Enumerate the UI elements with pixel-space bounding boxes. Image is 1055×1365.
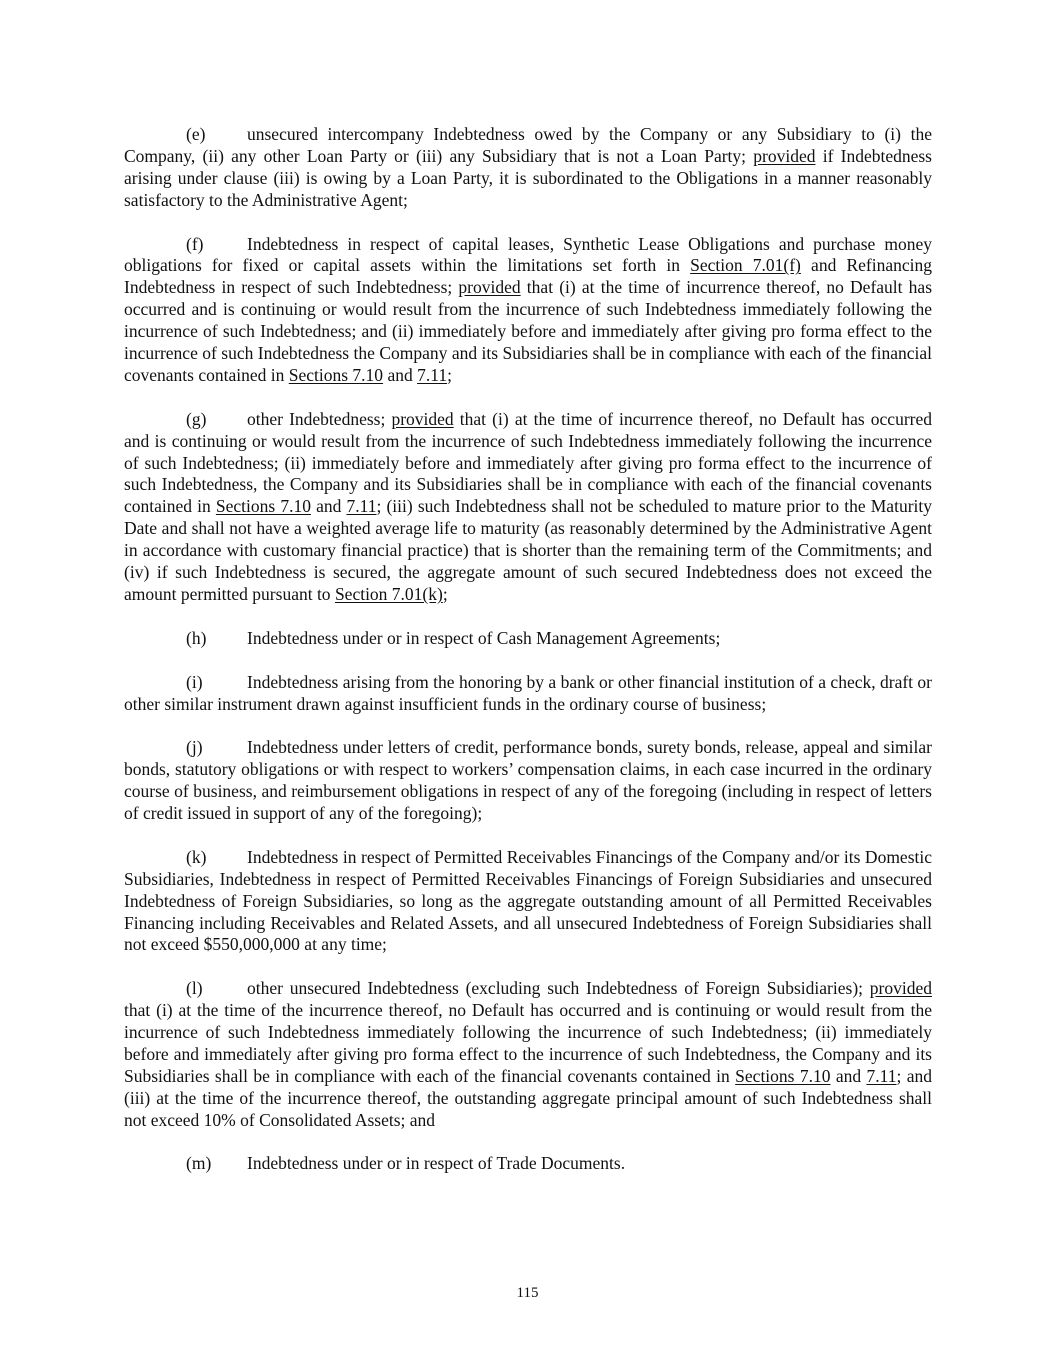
clause-text: and <box>310 496 347 517</box>
underlined-term: Section 7.01(k) <box>334 584 443 604</box>
clause-text: and <box>383 364 418 385</box>
clause-text: Indebtedness arising from the honoring by a bank or other financial institution of a check, draft or other similar instrument drawn against insufficient funds in the ordinary course of business; <box>124 671 932 714</box>
clause-text: ; <box>447 364 452 385</box>
clause-label: (h) <box>186 627 207 648</box>
page-number: 115 <box>516 1285 539 1301</box>
clause-text: ; (iii) such Indebtedness shall not be scheduled to mature prior to the Maturity Date and shall not have a weighted average life to maturity (as reasonably determined by the Administrative Agent in accordance with customary financial practice) that is shorter than the remaining term of the Commitments; and (iv) if such Indebtedness is secured, the aggregate amount of such secured Indebtedness does not exceed the amount permitted pursuant to <box>124 496 932 604</box>
document-body <box>124 124 932 1197</box>
clause-paragraph <box>124 737 932 825</box>
clause-text: ; and (iii) at the time of the incurrence thereof, the outstanding aggregate principal amount of such Indebtedness shall not exceed 10% of Consolidated Assets; and <box>124 1065 932 1130</box>
clause-label: (f) <box>186 233 204 254</box>
underlined-term: Sections 7.10 <box>215 496 311 517</box>
clause-paragraph <box>124 234 932 387</box>
clause-text: Indebtedness in respect of capital leases, Synthetic Lease Obligations and purchase money obligations for fixed or capital assets within the limitations set forth in <box>124 233 932 276</box>
clause-text: Indebtedness in respect of Permitted Receivables Financings of the Company and/or its Domestic Subsidiaries, Indebtedness in respect of Permitted Receivables Financings of Foreign Subsidiaries and unsecured Indebtedness of Foreign Subsidiaries, so long as the aggregate outstanding amount of all Permitted Receivables Financing including Receivables and Related Assets, and all unsecured Indebtedness of Foreign Subsidiaries shall not exceed $550,000,000 at any time; <box>124 846 932 955</box>
underlined-term: 7.11 <box>417 364 448 385</box>
clause-label: (j) <box>186 737 203 758</box>
clause-text: that (i) at the time of incurrence thereof, no Default has occurred and is continuing or would result from the incurrence of such Indebtedness immediately following the incurrence of such Indebtedness; and (ii) immediately before and immediately after giving pro forma effect to the incurrence of such Indebtedness the Company and its Subsidiaries shall be in compliance with each of the financial covenants contained in <box>124 277 933 385</box>
clause-paragraph <box>124 978 932 1131</box>
clause-paragraph <box>124 672 932 716</box>
clause-text: that (i) at the time of the incurrence thereof, no Default has occurred and is continuing or would result from the incurrence of such Indebtedness immediately following the incurrence of such Indebtedness; (ii) immediately before and immediately after giving pro forma effect to the incurrence of such Indebtedness, the Company and its Subsidiaries shall be in compliance with each of the financial covenants contained in <box>124 1000 932 1086</box>
clause-paragraph <box>124 847 932 957</box>
clause-label: (l) <box>186 978 203 999</box>
underlined-term: Sections 7.10 <box>735 1065 831 1086</box>
clause-label: (e) <box>186 124 206 144</box>
clause-text: Indebtedness under letters of credit, performance bonds, surety bonds, release, appeal and similar bonds, statutory obligations or with respect to workers’ compensation claims, in each case incurred in the ordinary course of business, and reimbursement obligations in respect of any of the foregoing (including in respect of letters of credit issued in support of any of the foregoing); <box>124 737 932 824</box>
underlined-term: provided <box>458 277 521 298</box>
clause-text: and Refinancing Indebtedness in respect of such Indebtedness; <box>124 255 933 298</box>
clause-text: and <box>830 1065 867 1086</box>
clause-text: other Indebtedness; <box>247 408 392 429</box>
clause-text: Indebtedness under or in respect of Cash Management Agreements; <box>247 627 721 648</box>
clause-paragraph <box>124 124 932 212</box>
underlined-term: provided <box>753 145 816 166</box>
clause-text: Indebtedness under or in respect of Trade Documents. <box>247 1153 626 1174</box>
clause-text: unsecured intercompany Indebtedness owed by the Company or any Subsidiary to (i) the Company, (ii) any other Loan Party or (iii) any Subsidiary that is not a Loan Party; <box>124 124 932 166</box>
clause-text: other unsecured Indebtedness (excluding such Indebtedness of Foreign Subsidiaries); <box>247 978 870 999</box>
underlined-term: Sections 7.10 <box>288 364 384 385</box>
clause-label: (k) <box>186 846 207 867</box>
clause-text: ; <box>442 584 448 604</box>
underlined-term: provided <box>869 978 932 999</box>
clause-label: (i) <box>186 671 203 692</box>
underlined-term: provided <box>391 408 454 429</box>
underlined-term: Section 7.01(f) <box>690 255 801 276</box>
clause-paragraph <box>124 628 932 650</box>
clause-label: (m) <box>186 1153 212 1174</box>
underlined-term: 7.11 <box>866 1065 897 1086</box>
clause-paragraph <box>124 409 932 606</box>
clause-text: that (i) at the time of incurrence thereof, no Default has occurred and is continuing or would result from the incurrence of such Indebtedness immediately following the incurrence of such Indebtedness; (ii) immediately before and immediately after giving pro forma effect to the incurrence of such Indebtedness, the Company and its Subsidiaries shall be in compliance with each of the financial covenants contained in <box>124 408 932 517</box>
clause-paragraph <box>124 1153 932 1175</box>
clause-label: (g) <box>186 408 207 429</box>
clause-text: if Indebtedness arising under clause (iii) is owing by a Loan Party, it is subordinated to the Obligations in a manner reasonably satisfactory to the Administrative Agent; <box>124 145 932 210</box>
underlined-term: 7.11 <box>346 496 377 517</box>
